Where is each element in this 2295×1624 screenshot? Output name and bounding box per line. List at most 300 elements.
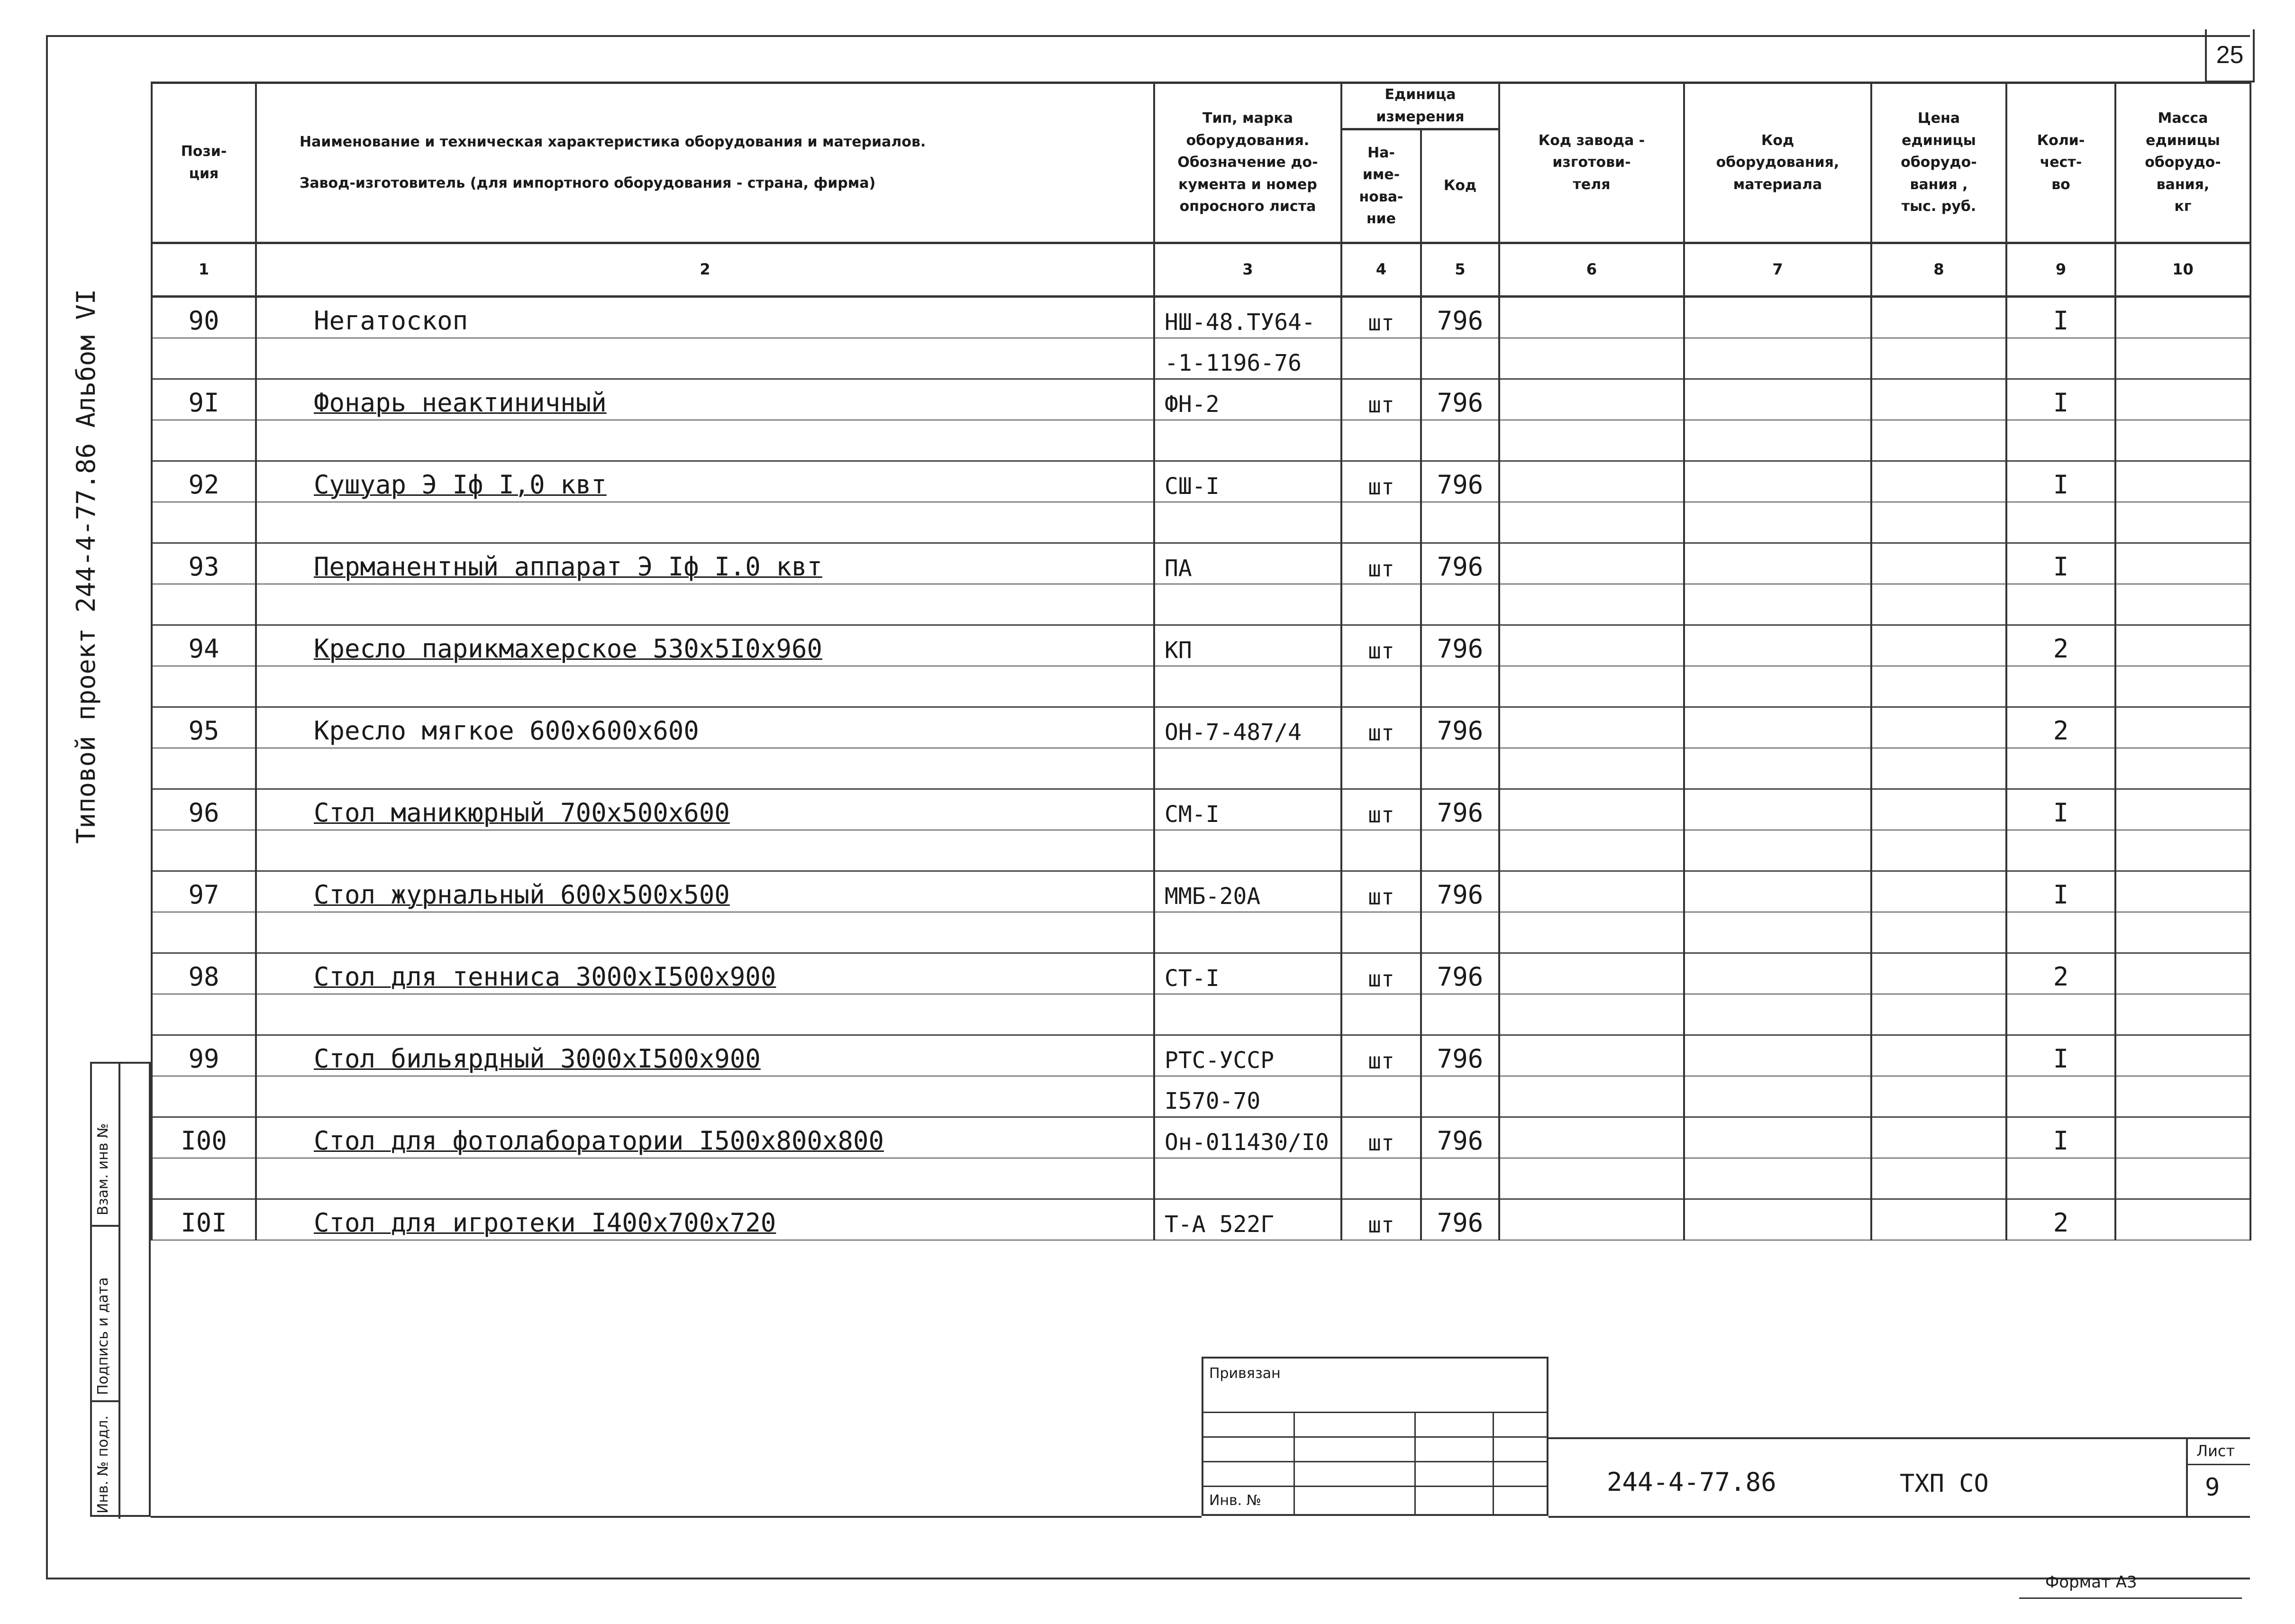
row-mass	[2115, 625, 2250, 666]
row-equipment-code	[1684, 871, 1871, 912]
row-unit	[1341, 625, 1421, 666]
header-price: Цена единицы оборудо- вания , тыс. руб.	[1871, 83, 2006, 243]
row-unit-code-text: 796	[1437, 716, 1484, 746]
row-type-text: ОН-7-487/4	[1165, 719, 1302, 746]
continuation-cell	[1499, 748, 1684, 789]
continuation-cell	[2006, 666, 2115, 707]
row-name	[256, 379, 1154, 420]
continuation-cell	[1341, 830, 1421, 871]
continuation-cell	[152, 420, 256, 461]
continuation-cell	[1684, 1158, 1871, 1199]
row-mass	[2115, 789, 2250, 830]
row-type	[1154, 789, 1341, 830]
header-position: Пози- ция	[152, 83, 256, 243]
continuation-cell	[1499, 420, 1684, 461]
row-unit-code-text: 796	[1437, 634, 1484, 664]
continuation-cell	[152, 666, 256, 707]
format-label: Формат А3	[2045, 1573, 2137, 1592]
row-name	[256, 953, 1154, 994]
table-row-continuation	[152, 584, 2250, 625]
row-unit-code-text: 796	[1437, 962, 1484, 992]
row-equipment-code	[1684, 461, 1871, 502]
row-position	[152, 707, 256, 748]
row-price	[1871, 379, 2006, 420]
table-row	[152, 1035, 2250, 1077]
row-unit-code-text: 796	[1437, 388, 1484, 418]
continuation-cell	[1154, 748, 1341, 789]
row-unit-text: шт	[1368, 392, 1394, 418]
continuation-cell	[2115, 994, 2250, 1035]
row-unit-code-text: 796	[1437, 880, 1484, 910]
continuation-cell	[1421, 420, 1499, 461]
continuation-cell	[1871, 666, 2006, 707]
row-price	[1871, 297, 2006, 338]
row-mass	[2115, 953, 2250, 994]
row-position-text: I00	[181, 1126, 227, 1156]
continuation-cell	[1871, 584, 2006, 625]
row-type	[1154, 625, 1341, 666]
row-price	[1871, 543, 2006, 584]
continuation-cell	[2115, 912, 2250, 953]
row-equipment-code	[1684, 379, 1871, 420]
stamp-line	[1203, 1436, 1547, 1438]
continuation-cell	[1871, 1076, 2006, 1117]
continuation-cell	[1154, 338, 1341, 379]
vzam-label: Взам. инв №	[95, 1123, 111, 1215]
row-unit-code	[1421, 379, 1499, 420]
row-type	[1154, 1117, 1341, 1159]
continuation-cell	[1499, 338, 1684, 379]
row-name	[256, 297, 1154, 338]
row-price	[1871, 871, 2006, 912]
continuation-cell	[2006, 420, 2115, 461]
continuation-cell	[1341, 420, 1421, 461]
continuation-cell	[256, 994, 1154, 1035]
continuation-cell	[1871, 994, 2006, 1035]
continuation-cell	[1154, 584, 1341, 625]
row-unit	[1341, 1117, 1421, 1159]
continuation-cell	[1421, 502, 1499, 543]
row-unit-code-text: 796	[1437, 1044, 1484, 1074]
row-position	[152, 789, 256, 830]
continuation-cell	[1684, 830, 1871, 871]
stamp-line	[1203, 1412, 1547, 1413]
row-type-text: ММБ-20А	[1165, 883, 1261, 910]
continuation-cell	[2006, 1158, 2115, 1199]
row-position	[152, 461, 256, 502]
row-factory-code	[1499, 953, 1684, 994]
row-type-continued: I570-70	[1165, 1088, 1261, 1114]
side-title: Типовой проект 244-4-77.86 Альбом VI	[71, 289, 101, 844]
column-numbers-row	[152, 243, 2250, 297]
row-quantity-text: 2	[2053, 962, 2069, 992]
row-unit	[1341, 379, 1421, 420]
continuation-cell	[1871, 502, 2006, 543]
continuation-cell	[1684, 338, 1871, 379]
row-type	[1154, 953, 1341, 994]
continuation-cell	[1684, 584, 1871, 625]
row-unit	[1341, 297, 1421, 338]
continuation-cell	[1684, 1076, 1871, 1117]
row-unit-code-text: 796	[1437, 552, 1484, 582]
continuation-cell	[2115, 420, 2250, 461]
row-type	[1154, 543, 1341, 584]
colnum: 10	[2115, 243, 2250, 297]
continuation-cell	[1341, 584, 1421, 625]
continuation-cell	[2115, 502, 2250, 543]
continuation-cell	[256, 748, 1154, 789]
continuation-cell	[2006, 502, 2115, 543]
row-unit	[1341, 707, 1421, 748]
side-stamp-strip	[90, 1062, 151, 1517]
continuation-cell	[1421, 584, 1499, 625]
header-type: Тип, марка оборудования. Обозначение до- кумента и номер опросного листа	[1154, 83, 1341, 243]
row-type-text: СТ-I	[1165, 965, 1220, 992]
continuation-cell	[1421, 1076, 1499, 1117]
table-row-continuation	[152, 1076, 2250, 1117]
row-position	[152, 543, 256, 584]
continuation-cell	[1499, 830, 1684, 871]
row-unit-code-text: 796	[1437, 1208, 1484, 1238]
header-equipment-code: Код оборудования, материала	[1684, 83, 1871, 243]
table-row-continuation	[152, 994, 2250, 1035]
row-position-text: 95	[188, 716, 219, 746]
row-type	[1154, 1199, 1341, 1241]
row-equipment-code	[1684, 625, 1871, 666]
row-factory-code	[1499, 871, 1684, 912]
row-unit-code-text: 796	[1437, 306, 1484, 336]
continuation-cell	[2006, 1076, 2115, 1117]
continuation-cell	[1154, 912, 1341, 953]
row-type-text: ФН-2	[1165, 391, 1220, 418]
row-quantity	[2006, 1117, 2115, 1159]
row-name-text: Стол для фотолаборатории I500х800х800	[314, 1126, 884, 1156]
row-equipment-code	[1684, 1199, 1871, 1241]
row-type-text: Т-А 522Г	[1165, 1211, 1275, 1238]
continuation-cell	[1871, 912, 2006, 953]
continuation-cell	[1154, 1158, 1341, 1199]
row-unit-code-text: 796	[1437, 470, 1484, 500]
row-unit-code	[1421, 953, 1499, 994]
row-position	[152, 1035, 256, 1077]
continuation-cell	[256, 338, 1154, 379]
stamp-line	[1203, 1486, 1547, 1487]
row-unit-code	[1421, 789, 1499, 830]
row-name	[256, 707, 1154, 748]
continuation-cell	[1154, 830, 1341, 871]
row-quantity-text: 2	[2053, 1208, 2069, 1238]
header-quantity: Коли- чест- во	[2006, 83, 2115, 243]
continuation-cell	[1684, 502, 1871, 543]
document-code: 244-4-77.86	[1607, 1467, 1776, 1497]
row-quantity	[2006, 297, 2115, 338]
row-position-text: 92	[188, 470, 219, 500]
continuation-cell	[1871, 420, 2006, 461]
continuation-cell	[1871, 338, 2006, 379]
row-position	[152, 1199, 256, 1241]
continuation-cell	[1499, 1158, 1684, 1199]
row-price	[1871, 1117, 2006, 1159]
table-row	[152, 543, 2250, 584]
row-name	[256, 1035, 1154, 1077]
row-unit-text: шт	[1368, 638, 1394, 664]
row-type	[1154, 871, 1341, 912]
row-unit-text: шт	[1368, 556, 1394, 582]
row-unit-code-text: 796	[1437, 798, 1484, 828]
row-factory-code	[1499, 707, 1684, 748]
continuation-cell	[256, 830, 1154, 871]
row-unit-text: шт	[1368, 474, 1394, 500]
continuation-cell	[256, 1076, 1154, 1117]
row-name-text: Стол журнальный 600х500х500	[314, 880, 730, 910]
row-unit-code	[1421, 1035, 1499, 1077]
continuation-cell	[1421, 748, 1499, 789]
continuation-cell	[152, 338, 256, 379]
row-quantity	[2006, 953, 2115, 994]
row-mass	[2115, 461, 2250, 502]
row-quantity-text: 2	[2053, 716, 2069, 746]
continuation-cell	[1421, 994, 1499, 1035]
colnum: 7	[1684, 243, 1871, 297]
row-unit-code	[1421, 1199, 1499, 1241]
header-unit-name: На- име- нова- ние	[1341, 129, 1421, 243]
continuation-cell	[2006, 830, 2115, 871]
colnum: 4	[1341, 243, 1421, 297]
sheet-box	[2186, 1437, 2250, 1518]
continuation-cell	[1421, 830, 1499, 871]
sheet-divider	[2188, 1464, 2250, 1465]
header-factory-code: Код завода - изготови- теля	[1499, 83, 1684, 243]
row-quantity-text: I	[2053, 1126, 2069, 1156]
stamp-privyazan: Привязан	[1209, 1365, 1281, 1382]
row-mass	[2115, 1035, 2250, 1077]
row-unit-text: шт	[1368, 884, 1394, 910]
continuation-cell	[1154, 1076, 1341, 1117]
row-type-text: СМ-I	[1165, 801, 1220, 828]
header-name: Наименование и техническая характеристика оборудования и материалов. Завод-изготовитель (для импортного оборудования - страна, фирма)	[256, 83, 1154, 243]
continuation-cell	[1421, 338, 1499, 379]
row-type-text: РТС-УССР	[1165, 1047, 1275, 1074]
row-quantity	[2006, 1035, 2115, 1077]
stamp-vline	[1414, 1412, 1416, 1514]
continuation-cell	[152, 502, 256, 543]
row-unit	[1341, 461, 1421, 502]
continuation-cell	[2006, 748, 2115, 789]
row-equipment-code	[1684, 1117, 1871, 1159]
colnum: 3	[1154, 243, 1341, 297]
continuation-cell	[1499, 994, 1684, 1035]
stamp-vline	[1493, 1412, 1494, 1514]
row-equipment-code	[1684, 707, 1871, 748]
row-mass	[2115, 707, 2250, 748]
colnum: 5	[1421, 243, 1499, 297]
row-name	[256, 871, 1154, 912]
continuation-cell	[1341, 1158, 1421, 1199]
header-unit-code: Код	[1421, 129, 1499, 243]
continuation-cell	[2115, 1076, 2250, 1117]
document-suffix: ТХП СО	[1900, 1469, 1989, 1498]
podpis-cell	[92, 1225, 120, 1400]
continuation-cell	[1499, 1076, 1684, 1117]
row-position-text: 9I	[188, 388, 219, 418]
continuation-cell	[1341, 666, 1421, 707]
continuation-cell	[1154, 994, 1341, 1035]
row-position	[152, 1117, 256, 1159]
row-name-text: Стол для игротеки I400х700х720	[314, 1208, 776, 1238]
row-type	[1154, 707, 1341, 748]
row-price	[1871, 707, 2006, 748]
row-unit	[1341, 871, 1421, 912]
row-factory-code	[1499, 1117, 1684, 1159]
row-quantity	[2006, 1199, 2115, 1241]
row-mass	[2115, 379, 2250, 420]
table-row	[152, 1117, 2250, 1159]
vzam-cell	[92, 1064, 120, 1225]
row-quantity-text: I	[2053, 880, 2069, 910]
row-name-text: Перманентный аппарат Э Iф I.0 квт	[314, 552, 822, 582]
continuation-cell	[152, 830, 256, 871]
row-unit-code	[1421, 1117, 1499, 1159]
row-name-text: Стол маникюрный 700х500х600	[314, 798, 730, 828]
stamp-inv: Инв. №	[1209, 1492, 1262, 1509]
table-row	[152, 297, 2250, 338]
continuation-cell	[1871, 1158, 2006, 1199]
row-unit-text: шт	[1368, 1212, 1394, 1238]
row-quantity	[2006, 871, 2115, 912]
row-unit	[1341, 953, 1421, 994]
table-row	[152, 707, 2250, 748]
row-type-text: Он-011430/I0	[1165, 1129, 1329, 1156]
continuation-cell	[2006, 338, 2115, 379]
continuation-cell	[2115, 1158, 2250, 1199]
row-name	[256, 625, 1154, 666]
row-position-text: 97	[188, 880, 219, 910]
row-unit	[1341, 789, 1421, 830]
row-unit-code	[1421, 625, 1499, 666]
continuation-cell	[256, 912, 1154, 953]
row-name-text: Сушуар Э Iф I,0 квт	[314, 470, 607, 500]
row-type	[1154, 379, 1341, 420]
row-quantity-text: I	[2053, 306, 2069, 336]
continuation-cell	[1499, 502, 1684, 543]
table-row-continuation	[152, 338, 2250, 379]
row-quantity-text: I	[2053, 470, 2069, 500]
continuation-cell	[1341, 748, 1421, 789]
sheet-number: 9	[2205, 1473, 2220, 1502]
row-factory-code	[1499, 789, 1684, 830]
row-equipment-code	[1684, 297, 1871, 338]
continuation-cell	[1499, 666, 1684, 707]
row-unit-text: шт	[1368, 1048, 1394, 1074]
row-position	[152, 871, 256, 912]
colnum: 6	[1499, 243, 1684, 297]
continuation-cell	[1421, 912, 1499, 953]
continuation-cell	[1154, 420, 1341, 461]
continuation-cell	[2115, 748, 2250, 789]
row-position-text: 93	[188, 552, 219, 582]
colnum: 1	[152, 243, 256, 297]
continuation-cell	[1684, 420, 1871, 461]
continuation-cell	[1341, 502, 1421, 543]
row-name-text: Кресло мягкое 600х600х600	[314, 716, 699, 746]
row-type-text: НШ-48.ТУ64-	[1165, 309, 1315, 336]
table-row-continuation	[152, 666, 2250, 707]
row-position	[152, 379, 256, 420]
row-mass	[2115, 1117, 2250, 1159]
row-quantity	[2006, 707, 2115, 748]
row-name-text: Стол бильярдный 3000хI500х900	[314, 1044, 761, 1074]
row-position	[152, 297, 256, 338]
row-unit	[1341, 1035, 1421, 1077]
row-quantity-text: I	[2053, 1044, 2069, 1074]
row-factory-code	[1499, 543, 1684, 584]
row-unit-code	[1421, 871, 1499, 912]
continuation-cell	[256, 502, 1154, 543]
row-type-text: КП	[1165, 637, 1192, 664]
row-unit-text: шт	[1368, 802, 1394, 828]
row-name-text: Стол для тенниса 3000хI500х900	[314, 962, 776, 992]
continuation-cell	[152, 912, 256, 953]
row-price	[1871, 953, 2006, 994]
table-row	[152, 461, 2250, 502]
row-quantity-text: 2	[2053, 634, 2069, 664]
row-name-text: Кресло парикмахерское 530х5I0х960	[314, 634, 822, 664]
row-unit	[1341, 543, 1421, 584]
table-row	[152, 871, 2250, 912]
table-row	[152, 625, 2250, 666]
row-type-text: ПА	[1165, 555, 1192, 582]
table-row	[152, 789, 2250, 830]
row-equipment-code	[1684, 789, 1871, 830]
colnum: 9	[2006, 243, 2115, 297]
row-position	[152, 625, 256, 666]
row-quantity	[2006, 543, 2115, 584]
row-name-text: Негатоскоп	[314, 306, 468, 336]
row-type-text: СШ-I	[1165, 473, 1220, 500]
table-row-continuation	[152, 748, 2250, 789]
header-unit-group: Единица измерения	[1341, 83, 1499, 129]
row-unit-text: шт	[1368, 1130, 1394, 1156]
header-mass: Масса единицы оборудо- вания, кг	[2115, 83, 2250, 243]
table-row-continuation	[152, 502, 2250, 543]
continuation-cell	[2115, 830, 2250, 871]
row-price	[1871, 625, 2006, 666]
continuation-cell	[2006, 912, 2115, 953]
row-name	[256, 461, 1154, 502]
row-factory-code	[1499, 461, 1684, 502]
row-unit-code	[1421, 543, 1499, 584]
row-unit-code-text: 796	[1437, 1126, 1484, 1156]
row-position-text: 94	[188, 634, 219, 664]
continuation-cell	[256, 420, 1154, 461]
continuation-cell	[1154, 502, 1341, 543]
continuation-cell	[1684, 748, 1871, 789]
row-equipment-code	[1684, 1035, 1871, 1077]
row-name	[256, 1199, 1154, 1241]
row-equipment-code	[1684, 953, 1871, 994]
table-row-continuation	[152, 830, 2250, 871]
row-type-continued: -1-1196-76	[1165, 350, 1302, 376]
stamp-vline	[1293, 1412, 1295, 1514]
row-unit-code	[1421, 461, 1499, 502]
continuation-cell	[2006, 584, 2115, 625]
binding-stamp	[1202, 1357, 1548, 1516]
row-type	[1154, 1035, 1341, 1077]
row-unit-code	[1421, 297, 1499, 338]
row-factory-code	[1499, 297, 1684, 338]
continuation-cell	[1684, 912, 1871, 953]
row-quantity	[2006, 789, 2115, 830]
